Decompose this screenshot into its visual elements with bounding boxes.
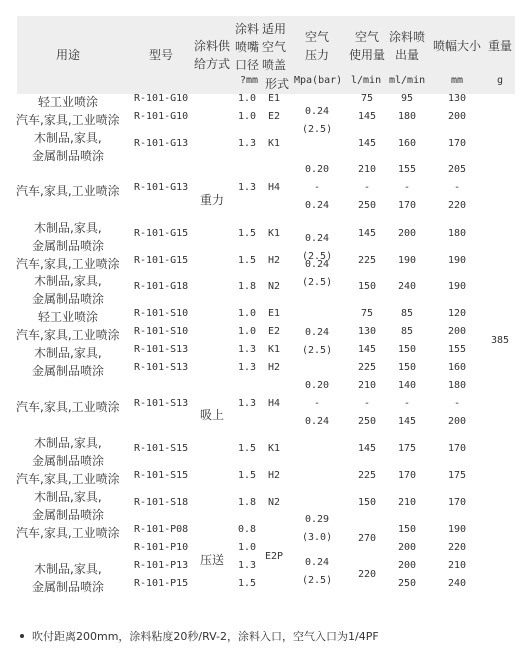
- cell-output: 85: [401, 308, 414, 319]
- cell-air: 145: [358, 443, 377, 454]
- cell-cap: E1: [268, 93, 281, 104]
- cell-output: 210: [398, 497, 417, 508]
- cell-nozzle: 1.5: [238, 228, 257, 239]
- cell-width: 205: [448, 164, 467, 175]
- cell-air: 145: [358, 228, 377, 239]
- cell-usage: 汽车,家具,工业喷涂: [16, 257, 120, 271]
- cell-air: 225: [358, 255, 377, 266]
- cell-model: R-101-S13: [134, 398, 189, 409]
- cell-model: R-101-G13: [134, 182, 189, 193]
- cell-cap: K1: [268, 344, 281, 355]
- cell-width: -: [454, 398, 461, 409]
- cell-cap: N2: [268, 497, 281, 508]
- header-nozzle: 口径: [235, 58, 260, 72]
- cell-model: R-101-G15: [134, 255, 189, 266]
- header-usage: 用途: [56, 48, 81, 62]
- cell-usage: 金属制品喷涂: [32, 454, 105, 468]
- cell-nozzle: 1.0: [238, 326, 257, 337]
- header-cap: 空气: [262, 40, 287, 54]
- cell-model: R-101-P08: [134, 524, 189, 535]
- cell-pressure: 0.20: [305, 164, 330, 175]
- cell-output: 240: [398, 281, 417, 292]
- cell-width: 170: [448, 497, 467, 508]
- unit-width: mm: [451, 75, 464, 86]
- cell-output: 150: [398, 344, 417, 355]
- cell-usage: 轻工业喷涂: [38, 95, 99, 109]
- cell-pressure: 0.24: [305, 233, 330, 244]
- cell-usage: 汽车,家具,工业喷涂: [16, 400, 120, 414]
- header-supply: 给方式: [194, 57, 231, 71]
- cell-pressure: 0.24: [305, 416, 330, 427]
- cell-air: 220: [358, 569, 377, 580]
- unit-output: ml/min: [389, 75, 426, 86]
- cell-nozzle: 1.3: [238, 344, 257, 355]
- cell-usage: 轻工业喷涂: [38, 310, 99, 324]
- cell-output: 200: [398, 560, 417, 571]
- cell-usage: 金属制品喷涂: [32, 149, 105, 163]
- cell-nozzle: 1.5: [238, 470, 257, 481]
- cell-output: 170: [398, 470, 417, 481]
- cell-nozzle: 1.3: [238, 560, 257, 571]
- cell-model: R-101-S13: [134, 344, 189, 355]
- cell-cap: K1: [268, 138, 281, 149]
- cell-width: 180: [448, 228, 467, 239]
- header-output: 出量: [395, 48, 420, 62]
- cell-usage: 金属制品喷涂: [32, 364, 105, 378]
- cell-usage: 金属制品喷涂: [32, 580, 105, 594]
- cell-output: 140: [398, 380, 417, 391]
- cell-air: -: [364, 398, 371, 409]
- cell-nozzle: 1.0: [238, 542, 257, 553]
- cell-air: 75: [361, 93, 374, 104]
- cell-width: 170: [448, 443, 467, 454]
- cell-output: 155: [398, 164, 417, 175]
- cell-pressure: 0.24: [305, 259, 330, 270]
- unit-nozzle: ?mm: [240, 75, 259, 86]
- cell-cap: N2: [268, 281, 281, 292]
- cell-model: R-101-S15: [134, 443, 189, 454]
- cell-air: 210: [358, 380, 377, 391]
- cell-cap: K1: [268, 228, 281, 239]
- cell-pressure: (2.5): [302, 124, 333, 135]
- cell-usage: 汽车,家具,工业喷涂: [16, 184, 120, 198]
- cell-width: -: [454, 182, 461, 193]
- cell-air: 210: [358, 164, 377, 175]
- cell-air: 75: [361, 308, 374, 319]
- cell-output: 250: [398, 578, 417, 589]
- cell-width: 175: [448, 470, 467, 481]
- cell-cap: H2: [268, 362, 281, 373]
- cell-nozzle: 1.8: [238, 281, 257, 292]
- cell-pressure: (2.5): [302, 575, 333, 586]
- header-model: 型号: [149, 48, 174, 62]
- cell-width: 200: [448, 326, 467, 337]
- unit-consumption: l/min: [351, 75, 382, 86]
- cell-usage: 木制品,家具,: [34, 562, 102, 576]
- cell-model: R-101-S13: [134, 362, 189, 373]
- cell-width: 160: [448, 362, 467, 373]
- cell-cap: E2: [268, 326, 281, 337]
- cell-supply: 吸上: [200, 408, 225, 422]
- cell-pressure: 0.20: [305, 380, 330, 391]
- cell-pressure: 0.24: [305, 557, 330, 568]
- cell-pressure: 0.24: [305, 200, 330, 211]
- cell-width: 210: [448, 560, 467, 571]
- header-supply: 涂料供: [194, 39, 231, 53]
- cell-cap: H2: [268, 470, 281, 481]
- cell-output: 160: [398, 138, 417, 149]
- cell-output: 175: [398, 443, 417, 454]
- header-output: 涂料喷: [389, 30, 426, 44]
- cell-nozzle: 1.0: [238, 93, 257, 104]
- cell-output: -: [404, 398, 411, 409]
- header-cap: 喷盖: [262, 58, 287, 72]
- header-consumption: 空气: [355, 30, 380, 44]
- cell-usage: 金属制品喷涂: [32, 292, 105, 306]
- cell-usage: 汽车,家具,工业喷涂: [16, 328, 120, 342]
- header-consumption: 使用量: [349, 48, 386, 62]
- cell-output: 170: [398, 200, 417, 211]
- unit-cap: 形式: [265, 77, 290, 91]
- footnote-bullet: [20, 634, 24, 638]
- cell-width: 130: [448, 93, 467, 104]
- cell-output: 190: [398, 255, 417, 266]
- cell-cap: E1: [268, 308, 281, 319]
- cell-cap: K1: [268, 443, 281, 454]
- cell-width: 240: [448, 578, 467, 589]
- cell-width: 200: [448, 111, 467, 122]
- cell-usage: 金属制品喷涂: [32, 508, 105, 522]
- cell-cap: H4: [268, 182, 281, 193]
- cell-model: R-101-P13: [134, 560, 189, 571]
- cell-cap: H2: [268, 255, 281, 266]
- cell-pressure: (2.5): [302, 251, 333, 262]
- cell-air: 250: [358, 200, 377, 211]
- cell-nozzle: 1.5: [238, 578, 257, 589]
- cell-nozzle: 1.3: [238, 182, 257, 193]
- cell-nozzle: 0.8: [238, 524, 257, 535]
- cell-width: 220: [448, 200, 467, 211]
- cell-output: -: [404, 182, 411, 193]
- header-width: 喷幅大小: [433, 39, 482, 53]
- header-weight: 重量: [488, 39, 513, 53]
- cell-output: 150: [398, 524, 417, 535]
- cell-width: 190: [448, 524, 467, 535]
- cell-model: R-101-G10: [134, 111, 189, 122]
- cell-usage: 汽车,家具,工业喷涂: [16, 526, 120, 540]
- cell-usage: 木制品,家具,: [34, 436, 102, 450]
- cell-usage: 汽车,家具,工业喷涂: [16, 472, 120, 486]
- cell-output: 200: [398, 228, 417, 239]
- cell-nozzle: 1.0: [238, 308, 257, 319]
- cell-model: R-101-S15: [134, 470, 189, 481]
- cell-air: 150: [358, 497, 377, 508]
- cell-nozzle: 1.5: [238, 255, 257, 266]
- header-nozzle: 喷嘴: [235, 40, 260, 54]
- cell-supply: 压送: [200, 553, 225, 567]
- cell-width: 190: [448, 281, 467, 292]
- cell-nozzle: 1.8: [238, 497, 257, 508]
- cell-pressure: (2.5): [302, 277, 333, 288]
- cell-width: 190: [448, 255, 467, 266]
- cell-pressure: -: [314, 182, 321, 193]
- cell-cap: H4: [268, 398, 281, 409]
- cell-width: 120: [448, 308, 467, 319]
- cell-nozzle: 1.0: [238, 111, 257, 122]
- cell-air: 270: [358, 533, 377, 544]
- cell-usage: 木制品,家具,: [34, 490, 102, 504]
- footnote: 吹付距离200mm，涂料粘度20秒/RV-2，涂料入口，空气入口为1/4PF: [32, 630, 379, 643]
- header-cap: 适用: [262, 22, 287, 36]
- cell-air: 145: [358, 111, 377, 122]
- cell-supply: 重力: [200, 193, 225, 207]
- cell-width: 170: [448, 138, 467, 149]
- cell-air: 150: [358, 281, 377, 292]
- cell-model: R-101-P15: [134, 578, 189, 589]
- cell-cap: E2P: [265, 551, 284, 562]
- cell-usage: 木制品,家具,: [34, 274, 102, 288]
- cell-model: R-101-P10: [134, 542, 189, 553]
- cell-air: 130: [358, 326, 377, 337]
- header-pressure: 空气: [305, 30, 330, 44]
- cell-weight: 385: [491, 335, 510, 346]
- cell-pressure: (3.0): [302, 532, 333, 543]
- header-nozzle: 涂料: [235, 22, 260, 36]
- cell-pressure: (2.5): [302, 345, 333, 356]
- cell-usage: 汽车,家具,工业喷涂: [16, 113, 120, 127]
- cell-output: 85: [401, 326, 414, 337]
- cell-air: -: [364, 182, 371, 193]
- cell-air: 225: [358, 362, 377, 373]
- unit-pressure: Mpa(bar): [294, 75, 343, 86]
- cell-model: R-101-S18: [134, 497, 189, 508]
- cell-model: R-101-S10: [134, 308, 189, 319]
- cell-width: 155: [448, 344, 467, 355]
- cell-usage: 木制品,家具,: [34, 221, 102, 235]
- header-pressure: 压力: [305, 48, 330, 62]
- cell-width: 200: [448, 416, 467, 427]
- cell-usage: 金属制品喷涂: [32, 239, 105, 253]
- cell-pressure: 0.24: [305, 106, 330, 117]
- cell-output: 150: [398, 362, 417, 373]
- cell-air: 145: [358, 344, 377, 355]
- cell-air: 250: [358, 416, 377, 427]
- cell-nozzle: 1.3: [238, 398, 257, 409]
- cell-output: 180: [398, 111, 417, 122]
- cell-model: R-101-G15: [134, 228, 189, 239]
- cell-output: 95: [401, 93, 414, 104]
- cell-pressure: 0.24: [305, 327, 330, 338]
- cell-usage: 木制品,家具,: [34, 346, 102, 360]
- unit-weight: g: [497, 75, 504, 86]
- cell-model: R-101-G10: [134, 93, 189, 104]
- cell-width: 220: [448, 542, 467, 553]
- cell-model: R-101-G18: [134, 281, 189, 292]
- cell-nozzle: 1.3: [238, 362, 257, 373]
- cell-output: 145: [398, 416, 417, 427]
- cell-nozzle: 1.5: [238, 443, 257, 454]
- cell-air: 225: [358, 470, 377, 481]
- cell-usage: 木制品,家具,: [34, 131, 102, 145]
- cell-air: 145: [358, 138, 377, 149]
- cell-output: 200: [398, 542, 417, 553]
- cell-cap: E2: [268, 111, 281, 122]
- cell-model: R-101-G13: [134, 138, 189, 149]
- cell-pressure: 0.29: [305, 514, 330, 525]
- cell-width: 180: [448, 380, 467, 391]
- cell-pressure: -: [314, 398, 321, 409]
- cell-model: R-101-S10: [134, 326, 189, 337]
- cell-nozzle: 1.3: [238, 138, 257, 149]
